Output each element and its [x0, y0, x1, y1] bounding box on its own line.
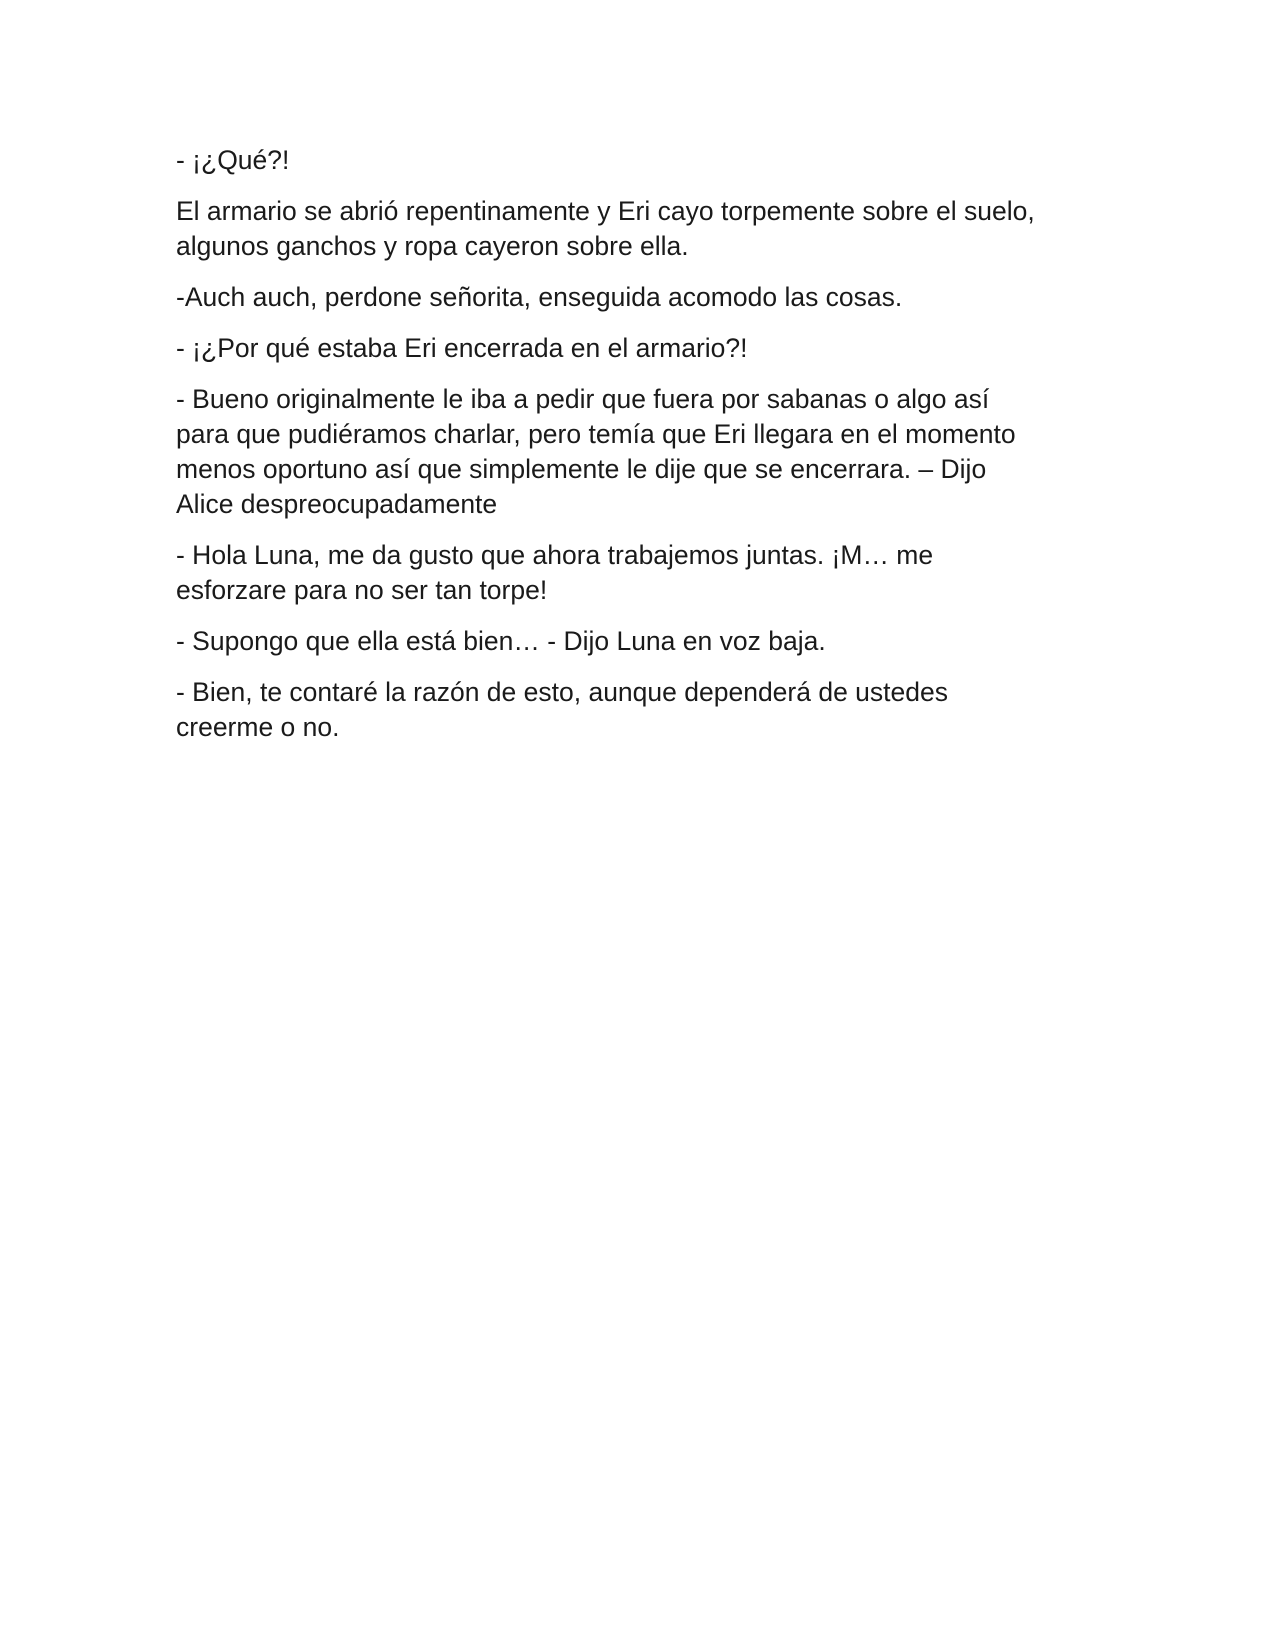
document-body	[176, 143, 1096, 761]
paragraph: - ¡¿Por qué estaba Eri encerrada en el armario?!	[176, 333, 748, 363]
paragraph: El armario se abrió repentinamente y Eri cayo torpemente sobre el suelo, algunos ganchos y ropa cayeron sobre ella.	[176, 196, 1035, 261]
paragraph: - ¡¿Qué?!	[176, 145, 290, 175]
paragraph: - Bien, te contaré la razón de esto, aunque dependerá de ustedes creerme o no.	[176, 677, 948, 742]
paragraph: - Bueno originalmente le iba a pedir que fuera por sabanas o algo así para que pudiéramos charlar, pero temía que Eri llegara en el momento menos oportuno así que simplemente le dije que se encerrara. – Dijo Alice despreocupadamente	[176, 384, 1016, 519]
paragraph: - Hola Luna, me da gusto que ahora trabajemos juntas. ¡M… me esforzare para no ser tan torpe!	[176, 540, 934, 605]
paragraph: -Auch auch, perdone señorita, enseguida acomodo las cosas.	[176, 282, 903, 312]
paragraph: - Supongo que ella está bien… - Dijo Luna en voz baja.	[176, 626, 826, 656]
